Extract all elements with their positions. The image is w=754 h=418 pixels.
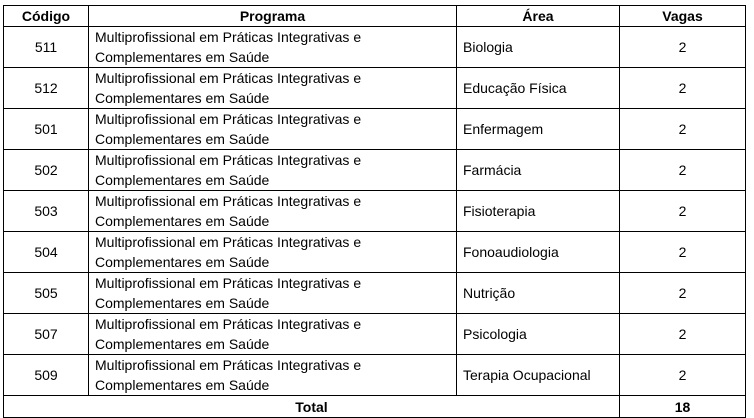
- programa-line-1: Multiprofissional em Práticas Integrativas e: [95, 29, 362, 45]
- cell-codigo: 509: [4, 355, 89, 396]
- table-row: [4, 314, 746, 355]
- cell-vagas: 2: [620, 232, 746, 273]
- cell-programa: [89, 314, 457, 355]
- cell-programa: [89, 355, 457, 396]
- header-codigo: Código: [4, 6, 89, 27]
- programa-line-2: Complementares em Saúde: [95, 295, 270, 311]
- table-row: [4, 27, 746, 68]
- programa-line-1: Multiprofissional em Práticas Integrativas e: [95, 275, 362, 291]
- cell-codigo: 507: [4, 314, 89, 355]
- cell-vagas: 2: [620, 150, 746, 191]
- cell-vagas: 2: [620, 314, 746, 355]
- table-row: [4, 68, 746, 109]
- cell-programa: [89, 273, 457, 314]
- cell-codigo: 505: [4, 273, 89, 314]
- programa-line-1: Multiprofissional em Práticas Integrativas e: [95, 193, 362, 209]
- cell-programa: [89, 232, 457, 273]
- header-area: Área: [457, 6, 620, 27]
- programa-line-2: Complementares em Saúde: [95, 90, 270, 106]
- vagas-table: [3, 5, 746, 418]
- table-row: [4, 150, 746, 191]
- cell-codigo: 502: [4, 150, 89, 191]
- cell-programa: [89, 150, 457, 191]
- programa-line-2: Complementares em Saúde: [95, 49, 270, 65]
- programa-line-1: Multiprofissional em Práticas Integrativas e: [95, 111, 362, 127]
- programa-line-2: Complementares em Saúde: [95, 213, 270, 229]
- cell-area: Nutrição: [457, 273, 620, 314]
- cell-codigo: 503: [4, 191, 89, 232]
- cell-area: Biologia: [457, 27, 620, 68]
- programa-line-2: Complementares em Saúde: [95, 336, 270, 352]
- programa-line-1: Multiprofissional em Práticas Integrativas e: [95, 357, 362, 373]
- programa-line-1: Multiprofissional em Práticas Integrativas e: [95, 316, 362, 332]
- header-programa: Programa: [89, 6, 457, 27]
- cell-programa: [89, 109, 457, 150]
- cell-vagas: 2: [620, 273, 746, 314]
- cell-area: Educação Física: [457, 68, 620, 109]
- cell-programa: [89, 191, 457, 232]
- header-row: [4, 6, 746, 27]
- cell-programa: [89, 27, 457, 68]
- total-label: Total: [4, 396, 620, 418]
- cell-vagas: 2: [620, 191, 746, 232]
- programa-line-1: Multiprofissional em Práticas Integrativas e: [95, 70, 362, 86]
- table-row: [4, 191, 746, 232]
- programa-line-1: Multiprofissional em Práticas Integrativas e: [95, 152, 362, 168]
- total-row: [4, 396, 746, 418]
- table-row: [4, 355, 746, 396]
- table-row: [4, 273, 746, 314]
- cell-codigo: 512: [4, 68, 89, 109]
- cell-area: Farmácia: [457, 150, 620, 191]
- total-vagas: 18: [620, 396, 746, 418]
- programa-line-2: Complementares em Saúde: [95, 377, 270, 393]
- programa-line-2: Complementares em Saúde: [95, 172, 270, 188]
- cell-vagas: 2: [620, 109, 746, 150]
- cell-area: Enfermagem: [457, 109, 620, 150]
- programa-line-1: Multiprofissional em Práticas Integrativas e: [95, 234, 362, 250]
- cell-codigo: 504: [4, 232, 89, 273]
- programa-line-2: Complementares em Saúde: [95, 131, 270, 147]
- cell-codigo: 501: [4, 109, 89, 150]
- cell-vagas: 2: [620, 27, 746, 68]
- header-vagas: Vagas: [620, 6, 746, 27]
- cell-area: Psicologia: [457, 314, 620, 355]
- cell-vagas: 2: [620, 68, 746, 109]
- table-row: [4, 109, 746, 150]
- cell-codigo: 511: [4, 27, 89, 68]
- cell-area: Fisioterapia: [457, 191, 620, 232]
- programa-line-2: Complementares em Saúde: [95, 254, 270, 270]
- cell-area: Terapia Ocupacional: [457, 355, 620, 396]
- table-row: [4, 232, 746, 273]
- cell-programa: [89, 68, 457, 109]
- cell-area: Fonoaudiologia: [457, 232, 620, 273]
- cell-vagas: 2: [620, 355, 746, 396]
